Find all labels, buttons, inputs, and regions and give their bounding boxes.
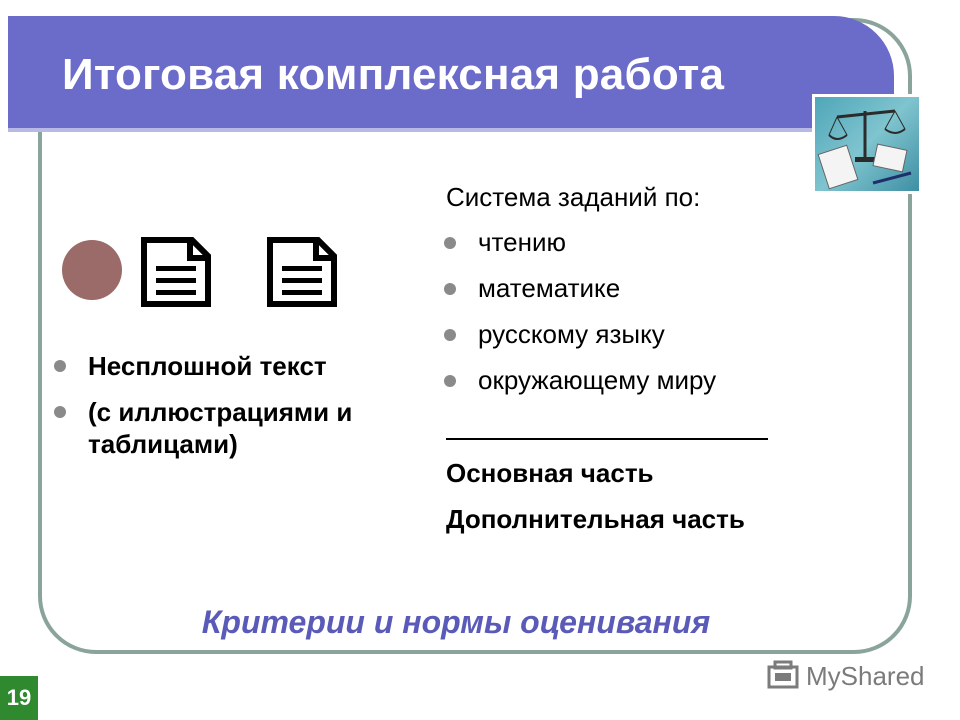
title-underline [8,128,894,132]
left-bullet-list [54,350,434,474]
slide-title: Итоговая комплексная работа [62,50,725,99]
divider [446,438,768,440]
list-item: русскому языку [444,318,804,350]
criteria-heading: Критерии и нормы оценивания [201,604,711,640]
watermark [766,656,925,696]
subjects-list [444,226,804,410]
additional-part-label: Дополнительная часть [446,504,745,534]
subjects-heading: Система заданий по: [446,182,701,212]
list-item: Несплошной текст [54,350,434,382]
list-item: (с иллюстрациями и таблицами) [54,396,434,460]
slide-number: 19 [0,676,38,720]
scales-icon [812,94,922,194]
document-icon [140,236,212,308]
mysahred-logo-icon [766,659,800,693]
list-item: чтению [444,226,804,258]
main-part-label: Основная часть [446,458,654,488]
watermark-text: MyShared [806,660,925,691]
document-icon [266,236,338,308]
list-item: окружающему миру [444,364,804,396]
circle-bullet-icon [62,240,122,300]
list-item: математике [444,272,804,304]
